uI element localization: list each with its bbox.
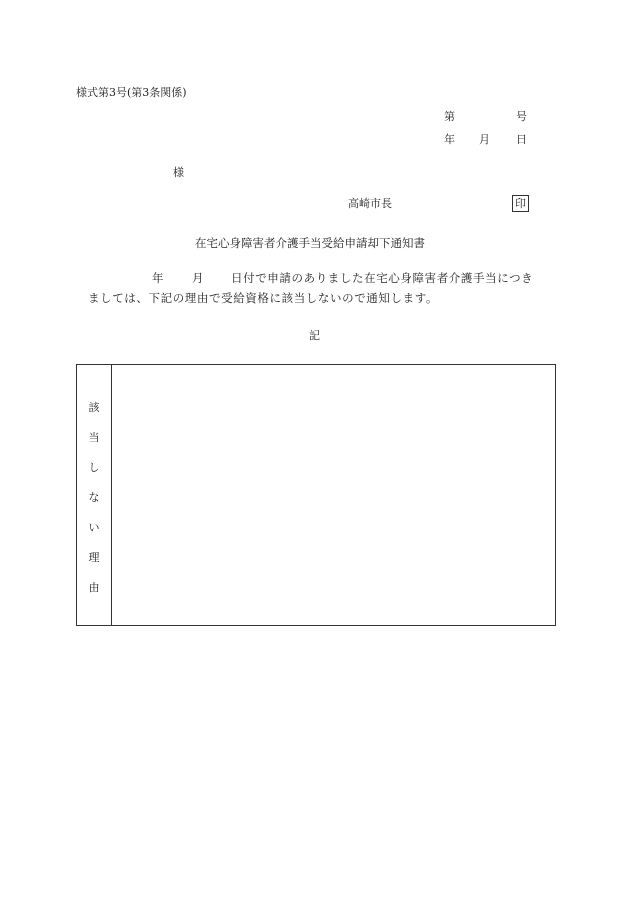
reason-label-char: な xyxy=(88,491,100,504)
date-day-label: 日 xyxy=(516,133,527,146)
issuer-name: 高崎市長 xyxy=(348,197,392,210)
reason-table xyxy=(76,364,556,626)
addressee-suffix: 様 xyxy=(173,166,184,179)
document-title: 在宅心身障害者介護手当受給申請却下通知書 xyxy=(195,236,425,250)
reason-label-char: い xyxy=(88,521,100,534)
ref-number-prefix: 第 xyxy=(444,110,455,123)
ki-heading: 記 xyxy=(309,329,320,342)
reason-label-char: 理 xyxy=(88,551,100,564)
body-year-label: 年 xyxy=(152,271,165,285)
seal-stamp: 印 xyxy=(512,195,529,212)
body-line2: ましては、下記の理由で受給資格に該当しないので通知します。 xyxy=(88,291,438,305)
reason-label-char: 当 xyxy=(88,431,100,444)
form-number: 様式第3号(第3条関係) xyxy=(76,86,187,99)
reason-label-char: 由 xyxy=(88,581,100,594)
date-year-label: 年 xyxy=(444,133,455,146)
ref-number-suffix: 号 xyxy=(516,110,527,123)
reason-label-char: し xyxy=(88,461,100,474)
reason-label-char: 該 xyxy=(88,401,100,414)
body-line1: 日付で申請のありました在宅心身障害者介護手当につき xyxy=(231,271,534,285)
body-month-label: 月 xyxy=(192,271,205,285)
reason-table-divider xyxy=(111,365,112,625)
date-month-label: 月 xyxy=(479,133,490,146)
